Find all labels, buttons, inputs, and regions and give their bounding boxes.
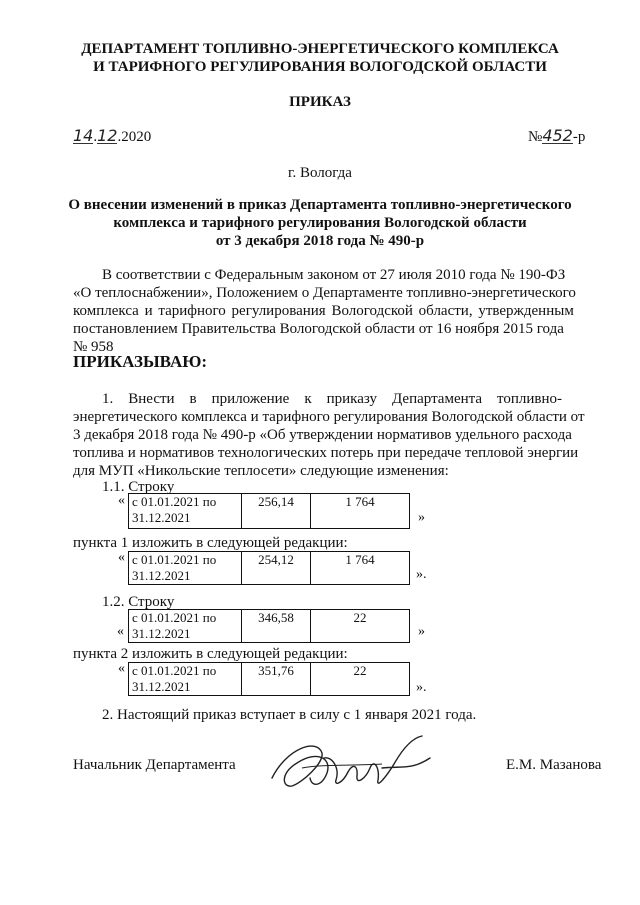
table1-value1: 256,14	[242, 494, 311, 529]
table3	[128, 609, 410, 643]
document-number	[528, 128, 585, 146]
title-line1: О внесении изменений в приказ Департамента топливно-энергетического	[68, 197, 572, 213]
city: г. Вологда	[288, 165, 352, 181]
item1-line5: для МУП «Никольские теплосети» следующие изменения:	[73, 463, 449, 479]
table1	[128, 493, 410, 529]
document-type: ПРИКАЗ	[289, 94, 351, 110]
item1-line4: топлива и нормативов технологических потерь при передаче тепловой энергии	[73, 445, 579, 461]
table1-value2: 1 764	[311, 494, 410, 529]
date-year: .2020	[117, 129, 152, 145]
number-value-handwritten: 452	[542, 126, 573, 145]
date-day-handwritten: 14	[73, 126, 94, 145]
table2-value2: 1 764	[311, 552, 410, 585]
table2	[128, 551, 410, 585]
table1-quote-open: «	[118, 493, 125, 508]
number-suffix: -р	[572, 129, 586, 145]
table3-quote-open: «	[117, 624, 124, 639]
item1-line3: 3 декабря 2018 года № 490-р «Об утверждении нормативов удельного расхода	[73, 427, 572, 443]
signature-position: Начальник Департамента	[73, 757, 236, 773]
signature-name: Е.М. Мазанова	[506, 757, 602, 773]
item1-line1: 1. Внести в приложение к приказу Департамента топливно-	[102, 391, 563, 407]
table1-period: с 01.01.2021 по 31.12.2021	[129, 494, 242, 529]
title-line3: от 3 декабря 2018 года № 490-р	[215, 233, 425, 249]
punkt2-text: пункта 2 изложить в следующей редакции:	[73, 646, 348, 662]
table2-value1: 254,12	[242, 552, 311, 585]
date-month-handwritten: 12	[97, 126, 118, 145]
preamble-line2: «О теплоснабжении», Положением о Департаменте топливно-энергетического	[73, 285, 576, 301]
order-word: ПРИКАЗЫВАЮ:	[73, 352, 208, 371]
preamble-line1: В соответствии с Федеральным законом от 27 июля 2010 года № 190-ФЗ	[102, 267, 566, 283]
document-date	[73, 128, 151, 146]
table4-value1: 351,76	[242, 663, 311, 696]
table4-value2: 22	[311, 663, 410, 696]
title-line2: комплекса и тарифного регулирования Вологодской области	[113, 215, 527, 231]
date-separator: .	[93, 129, 98, 145]
table2-quote-open: «	[118, 550, 125, 565]
table3-value1: 346,58	[242, 610, 311, 643]
punkt1-text: пункта 1 изложить в следующей редакции:	[73, 535, 348, 551]
item2-text: 2. Настоящий приказ вступает в силу с 1 января 2021 года.	[102, 707, 477, 723]
table3-quote-close: »	[418, 624, 425, 639]
table3-period: с 01.01.2021 по 31.12.2021	[129, 610, 242, 643]
table4-quote-close: ».	[416, 680, 427, 695]
preamble-line5: № 958	[73, 339, 114, 355]
table4	[128, 662, 410, 696]
item1-line2: энергетического комплекса и тарифного регулирования Вологодской области от	[73, 409, 585, 425]
handwritten-signature	[262, 728, 442, 798]
sub11-label: 1.1. Строку	[102, 479, 175, 495]
table2-period: с 01.01.2021 по 31.12.2021	[129, 552, 242, 585]
preamble-line4: постановлением Правительства Вологодской области от 16 ноября 2015 года	[73, 321, 564, 337]
department-name-line2: И ТАРИФНОГО РЕГУЛИРОВАНИЯ ВОЛОГОДСКОЙ ОБЛАСТИ	[93, 59, 547, 75]
table4-quote-open: «	[118, 661, 125, 676]
table4-period: с 01.01.2021 по 31.12.2021	[129, 663, 242, 696]
number-prefix: №	[528, 129, 543, 145]
table2-quote-close: ».	[416, 567, 427, 582]
table1-quote-close: »	[418, 510, 425, 525]
department-name-line1: ДЕПАРТАМЕНТ ТОПЛИВНО-ЭНЕРГЕТИЧЕСКОГО КОМПЛЕКСА	[81, 41, 559, 57]
preamble-line3: комплекса и тарифного регулирования Вологодской области, утвержденным	[73, 303, 574, 319]
table3-value2: 22	[311, 610, 410, 643]
sub12-label: 1.2. Строку	[102, 594, 175, 610]
